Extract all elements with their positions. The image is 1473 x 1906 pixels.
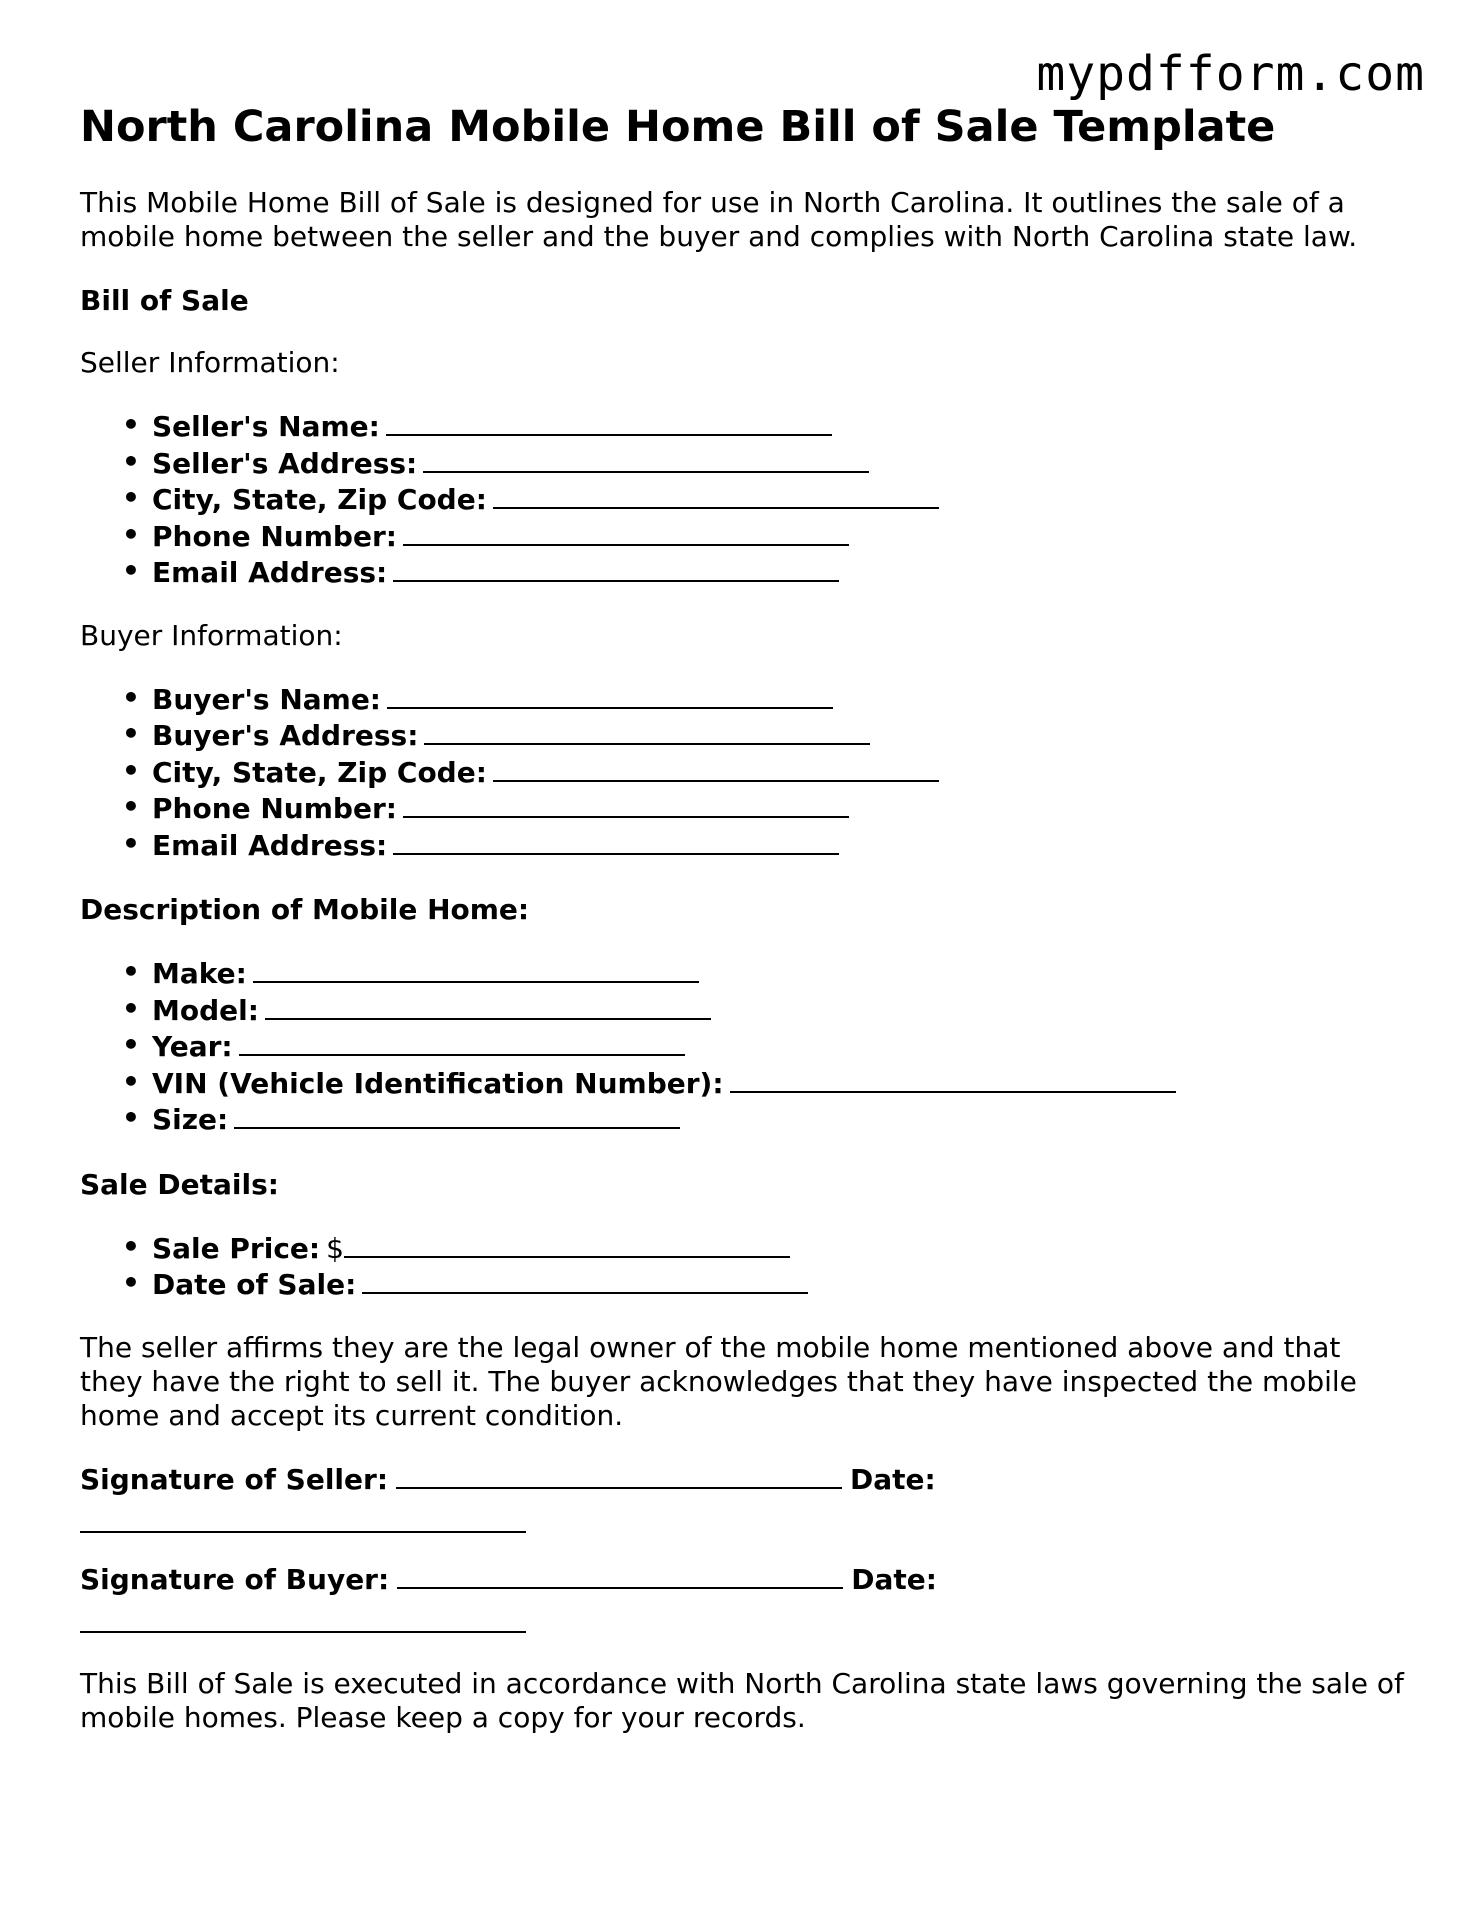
seller-field-list <box>80 408 1410 591</box>
field-label: Email Address: <box>152 556 388 589</box>
list-item <box>152 827 1410 864</box>
buyer-signature-row <box>80 1561 1410 1633</box>
buyers-address-blank[interactable] <box>424 717 870 745</box>
list-item <box>152 717 1410 754</box>
seller-phone-blank[interactable] <box>403 518 849 546</box>
list-item <box>152 754 1410 791</box>
list-item <box>152 1266 1410 1303</box>
field-label: Buyer's Address: <box>152 719 419 752</box>
list-item <box>152 955 1410 992</box>
field-label: City, State, Zip Code: <box>152 483 487 516</box>
sale-price-blank[interactable] <box>344 1230 790 1258</box>
seller-date-label: Date: <box>850 1462 936 1496</box>
seller-signature-blank[interactable] <box>396 1461 842 1489</box>
page-title: North Carolina Mobile Home Bill of Sale Template <box>80 102 1276 152</box>
footer-paragraph: This Bill of Sale is executed in accordance with North Carolina state laws governing the sale of mobile homes. Please keep a copy for your records. <box>80 1666 1404 1734</box>
seller-email-blank[interactable] <box>393 554 839 582</box>
buyer-date-blank[interactable] <box>80 1605 526 1633</box>
make-blank[interactable] <box>253 955 699 983</box>
size-blank[interactable] <box>234 1101 680 1129</box>
field-label: Make: <box>152 957 247 990</box>
affirmation-paragraph: The seller affirms they are the legal owner of the mobile home mentioned above and that they have the right to sell it. The buyer acknowledges that they have inspected the mobile home and accept its current condition. <box>80 1330 1357 1432</box>
buyer-email-blank[interactable] <box>393 827 839 855</box>
list-item <box>152 790 1410 827</box>
intro-paragraph: This Mobile Home Bill of Sale is designed for use in North Carolina. It outlines the sale of a mobile home between the seller and the buyer and complies with North Carolina state law. <box>80 186 1358 253</box>
field-label: Buyer's Name: <box>152 682 382 716</box>
field-label: Date of Sale: <box>152 1268 357 1301</box>
buyer-date-label: Date: <box>851 1562 937 1596</box>
list-item <box>152 408 1410 445</box>
buyer-signature-blank[interactable] <box>397 1561 843 1589</box>
list-item <box>152 518 1410 555</box>
buyer-field-list <box>80 681 1410 864</box>
seller-signature-label: Signature of Seller: <box>80 1462 389 1496</box>
list-item <box>152 481 1410 518</box>
buyer-signature-label: Signature of Buyer: <box>80 1562 390 1596</box>
field-label: Sale Price: <box>152 1231 321 1265</box>
seller-info-heading: Seller Information: <box>80 346 340 379</box>
field-label: Seller's Address: <box>152 446 418 480</box>
field-label: Year: <box>152 1030 233 1063</box>
description-field-list <box>80 955 1410 1138</box>
field-label: City, State, Zip Code: <box>152 755 487 789</box>
field-label: Phone Number: <box>152 519 397 553</box>
model-blank[interactable] <box>265 992 711 1020</box>
sellers-name-blank[interactable] <box>386 408 832 436</box>
date-of-sale-blank[interactable] <box>362 1266 808 1294</box>
field-label: Email Address: <box>152 828 388 862</box>
document-page <box>80 98 1410 1735</box>
list-item <box>152 1230 1410 1267</box>
list-item <box>152 445 1410 482</box>
buyer-info-heading: Buyer Information: <box>80 618 343 652</box>
field-label: Model: <box>152 993 259 1027</box>
seller-date-blank[interactable] <box>80 1505 526 1533</box>
field-label: Seller's Name: <box>152 410 380 443</box>
field-label: VIN (Vehicle Identification Number): <box>152 1066 724 1100</box>
list-item <box>152 681 1410 718</box>
sellers-address-blank[interactable] <box>423 445 869 473</box>
field-label: Phone Number: <box>152 792 397 825</box>
list-item <box>152 1028 1410 1065</box>
currency-symbol: $ <box>326 1231 344 1265</box>
list-item <box>152 992 1410 1029</box>
buyers-name-blank[interactable] <box>387 681 833 709</box>
buyer-phone-blank[interactable] <box>403 790 849 818</box>
sale-field-list <box>80 1230 1410 1303</box>
field-label: Size: <box>152 1103 229 1136</box>
sale-details-heading: Sale Details: <box>80 1167 279 1201</box>
description-heading: Description of Mobile Home: <box>80 893 530 926</box>
year-blank[interactable] <box>239 1028 685 1056</box>
list-item <box>152 1065 1410 1102</box>
buyer-city-state-zip-blank[interactable] <box>493 754 939 782</box>
site-watermark: mypdfform.com <box>1036 46 1425 102</box>
vin-blank[interactable] <box>730 1065 1176 1093</box>
list-item <box>152 554 1410 591</box>
list-item <box>152 1101 1410 1138</box>
bill-of-sale-heading: Bill of Sale <box>80 284 249 317</box>
seller-city-state-zip-blank[interactable] <box>493 481 939 509</box>
seller-signature-row <box>80 1461 1410 1533</box>
